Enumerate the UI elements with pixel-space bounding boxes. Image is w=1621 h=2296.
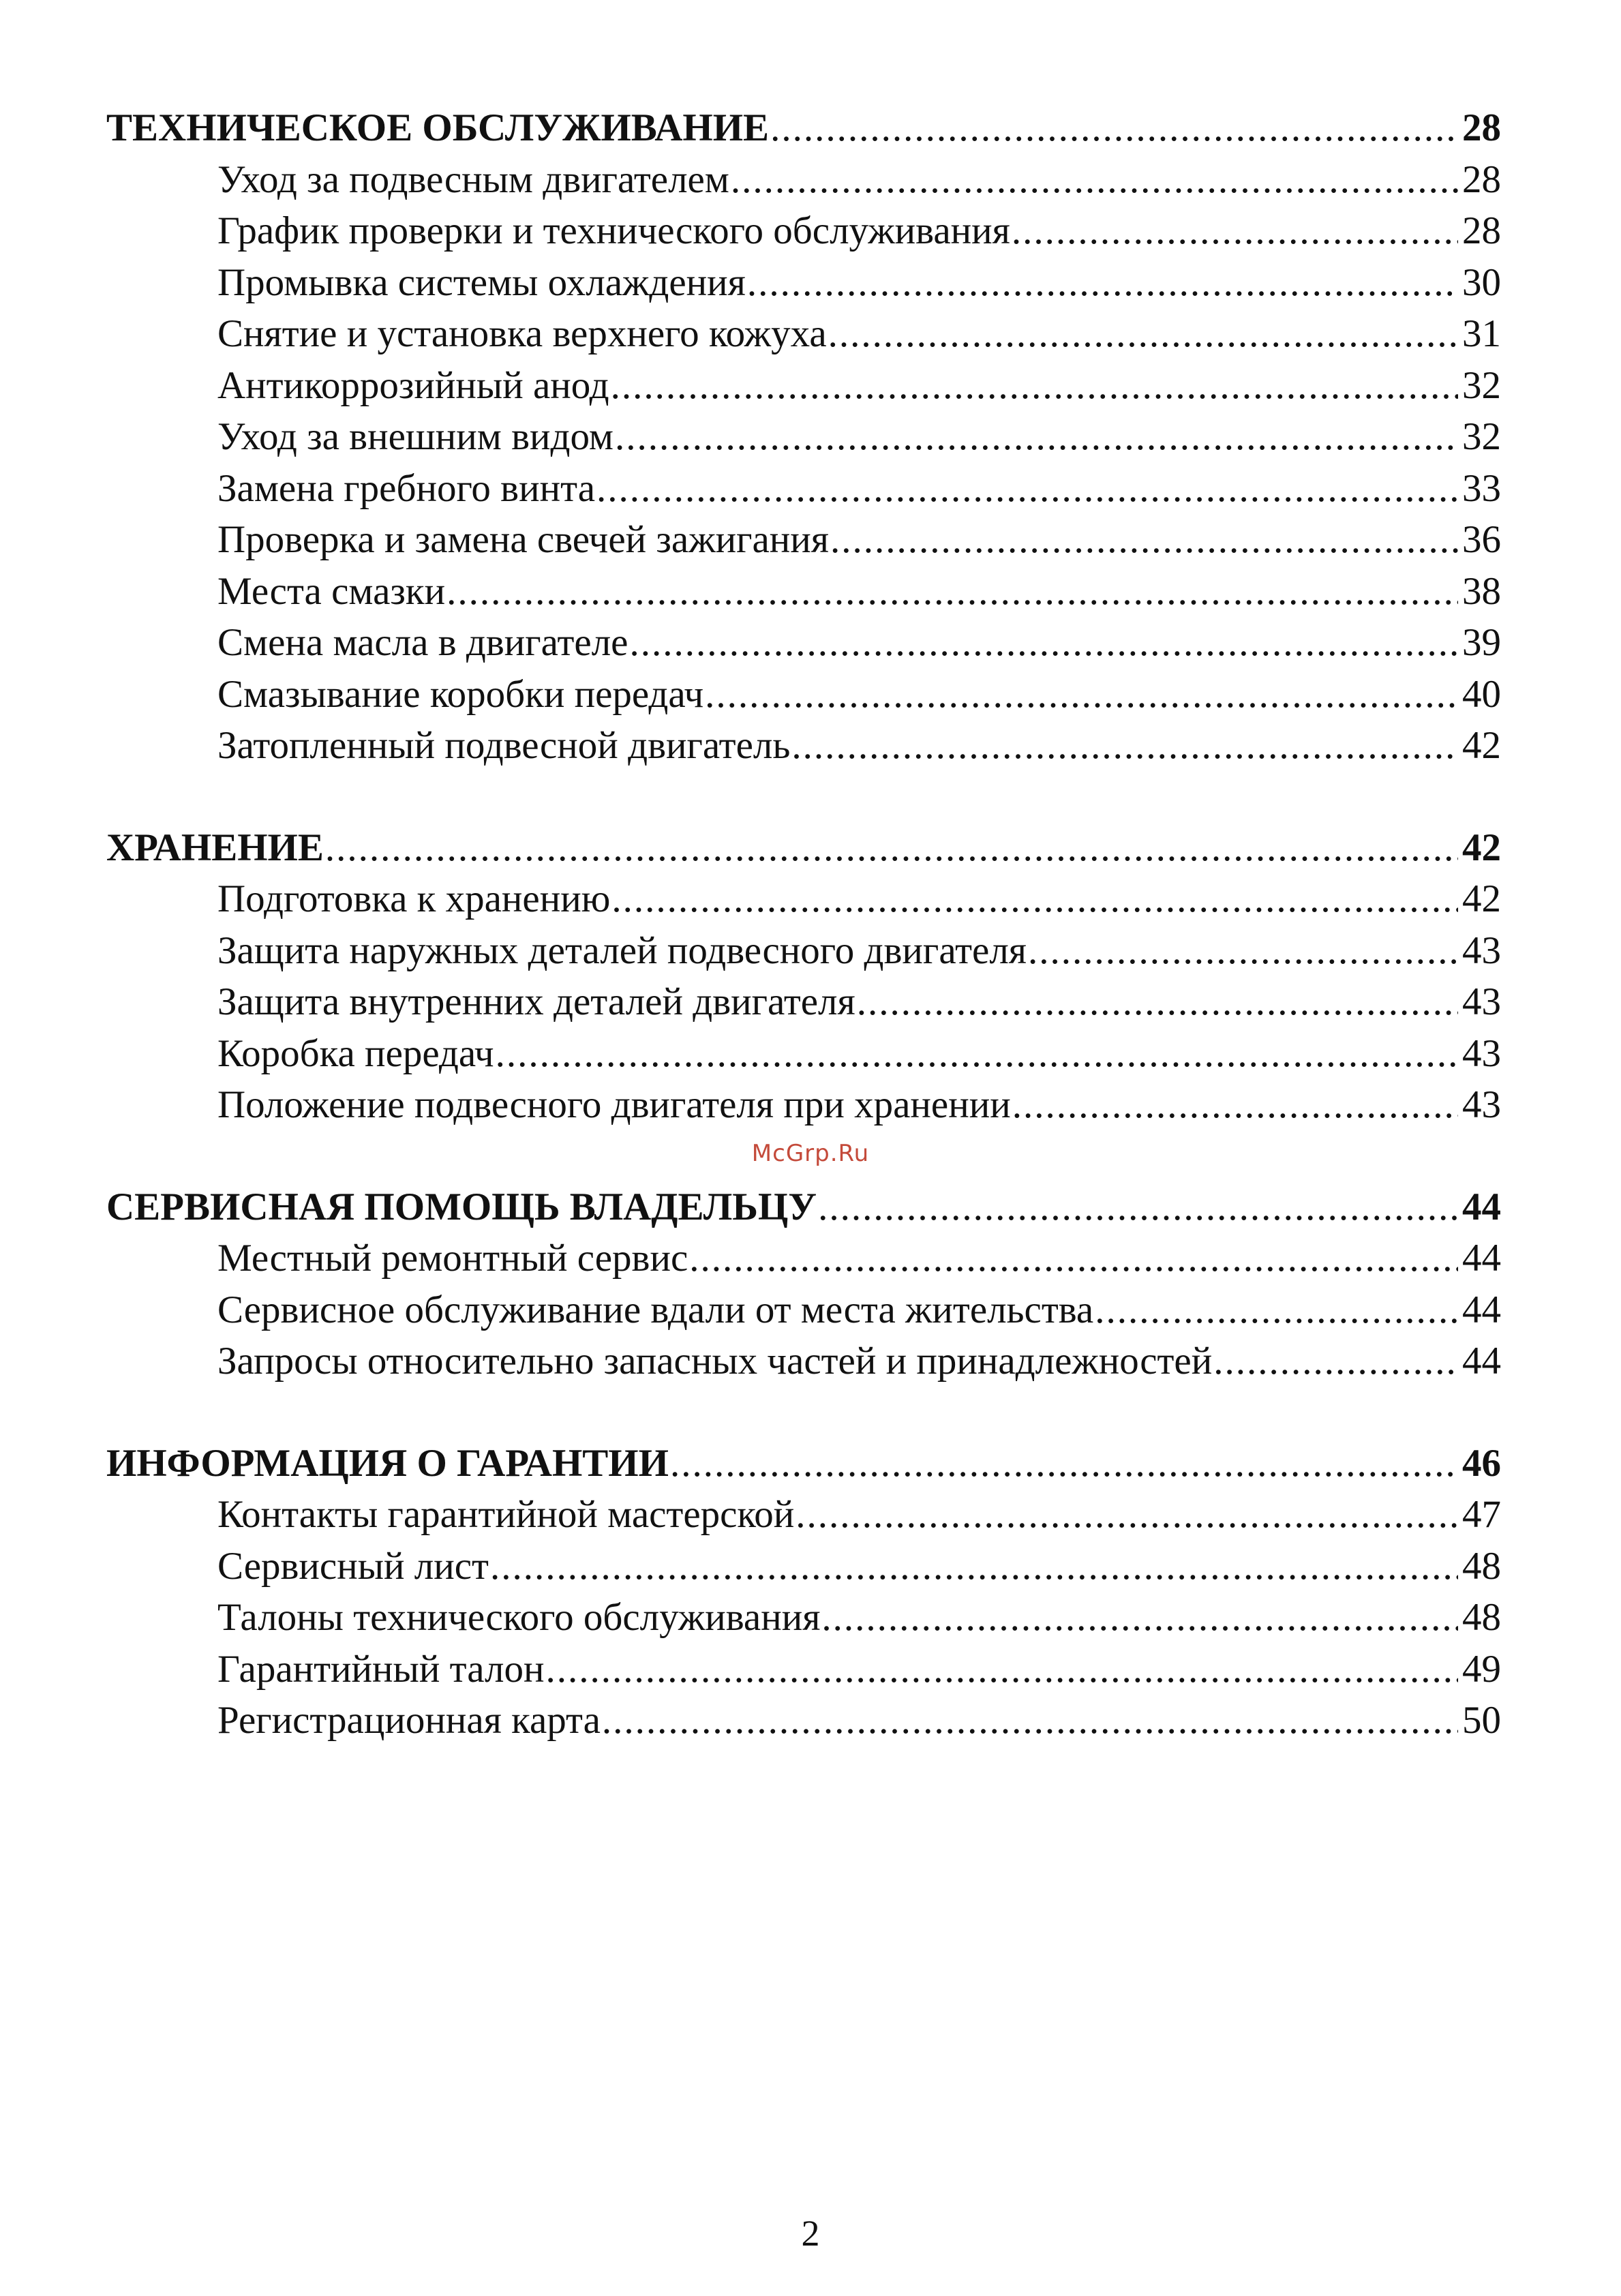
toc-entry-label: Талоны технического обслуживания [217,1596,821,1639]
toc-entry-label: Смена масла в двигателе [217,621,628,664]
toc-entry[interactable] [106,720,1501,772]
toc-heading[interactable] [106,1438,1501,1490]
toc-entry-label: Гарантийный талон [217,1647,545,1691]
dot-leader [545,1644,1458,1695]
toc-entry[interactable] [106,1028,1501,1080]
toc-entry-page: 49 [1462,1647,1501,1691]
toc-entry-label: Коробка передач [217,1031,494,1075]
toc-entry-page: 44 [1462,1340,1501,1383]
toc-entry-page: 42 [1462,724,1501,767]
dot-leader [1012,205,1458,257]
toc-entry[interactable] [106,1233,1501,1284]
toc-entry[interactable] [106,1079,1501,1131]
toc-entry-page: 44 [1462,1237,1501,1280]
toc-entry-page: 28 [1462,157,1501,201]
toc-entry-label: Защита внутренних деталей двигателя [217,980,855,1023]
toc-heading-label: ХРАНЕНИЕ [106,826,324,869]
toc-entry[interactable] [106,1592,1501,1644]
toc-entry-label: Защита наружных деталей подвесного двигателя [217,928,1027,972]
dot-leader [689,1233,1458,1284]
toc-entry-label: Смазывание коробки передач [217,672,704,716]
toc-entry-page: 43 [1462,1031,1501,1075]
dot-leader [496,1028,1458,1080]
table-of-contents [106,102,1501,1747]
toc-entry[interactable] [106,566,1501,618]
toc-entry-label: Сервисный лист [217,1544,489,1588]
toc-entry[interactable] [106,154,1501,206]
toc-entry-page: 33 [1462,466,1501,510]
dot-leader [791,720,1458,772]
page-number: 2 [801,2213,820,2254]
toc-entry-label: Запросы относительно запасных частей и принадлежностей [217,1340,1213,1383]
dot-leader [1028,925,1458,977]
toc-section-maintenance [106,102,1501,772]
toc-entry[interactable] [106,1284,1501,1336]
toc-entry-label: Местный ремонтный сервис [217,1237,688,1280]
toc-entry-label: Сервисное обслуживание вдали от места жительства [217,1288,1094,1331]
toc-entry[interactable] [106,360,1501,412]
dot-leader [1213,1335,1458,1387]
toc-entry-page: 32 [1462,363,1501,407]
toc-entry[interactable] [106,976,1501,1028]
toc-entry-page: 36 [1462,518,1501,561]
toc-heading[interactable] [106,822,1501,874]
dot-leader [602,1695,1458,1747]
toc-entry-label: График проверки и технического обслуживания [217,209,1010,252]
toc-heading-page: 44 [1462,1185,1501,1228]
toc-entry[interactable] [106,617,1501,669]
toc-entry-page: 32 [1462,415,1501,458]
dot-leader [830,514,1458,566]
toc-entry[interactable] [106,669,1501,721]
toc-entry[interactable] [106,1335,1501,1387]
dot-leader [611,873,1458,925]
toc-entry-label: Затопленный подвесной двигатель [217,724,791,767]
toc-entry-page: 31 [1462,312,1501,355]
watermark: McGrp.Ru [751,1140,870,1167]
dot-leader [1095,1284,1458,1336]
toc-heading-page: 46 [1462,1441,1501,1485]
toc-section-storage [106,822,1501,1131]
toc-entry-page: 30 [1462,260,1501,304]
dot-leader [770,102,1458,154]
toc-entry-page: 39 [1462,621,1501,664]
toc-heading-label: ИНФОРМАЦИЯ О ГАРАНТИИ [106,1441,669,1485]
toc-entry-page: 42 [1462,877,1501,920]
toc-entry-label: Снятие и установка верхнего кожуха [217,312,827,355]
toc-entry-label: Положение подвесного двигателя при хранении [217,1083,1011,1126]
toc-entry-page: 47 [1462,1493,1501,1536]
dot-leader [818,1181,1458,1233]
toc-entry-page: 48 [1462,1544,1501,1588]
toc-heading-page: 42 [1462,826,1501,869]
toc-entry-page: 48 [1462,1596,1501,1639]
dot-leader [747,257,1458,309]
toc-section-warranty [106,1438,1501,1747]
toc-heading-label: ТЕХНИЧЕСКОЕ ОБСЛУЖИВАНИЕ [106,106,770,149]
dot-leader [796,1489,1458,1541]
dot-leader [705,669,1458,721]
toc-entry-label: Контакты гарантийной мастерской [217,1493,795,1536]
toc-entry-label: Уход за внешним видом [217,415,613,458]
toc-entry-page: 44 [1462,1288,1501,1331]
toc-heading-page: 28 [1462,106,1501,149]
dot-leader [325,822,1458,874]
toc-entry-page: 38 [1462,569,1501,613]
dot-leader [670,1438,1458,1490]
toc-entry-page: 43 [1462,928,1501,972]
toc-entry[interactable] [106,925,1501,977]
toc-entry-label: Регистрационная карта [217,1699,601,1742]
toc-entry-label: Проверка и замена свечей зажигания [217,518,829,561]
toc-entry-label: Антикоррозийный анод [217,363,609,407]
dot-leader [446,566,1458,618]
dot-leader [857,976,1458,1028]
toc-entry[interactable] [106,514,1501,566]
toc-entry[interactable] [106,1644,1501,1695]
toc-entry-label: Замена гребного винта [217,466,595,510]
toc-heading-label: СЕРВИСНАЯ ПОМОЩЬ ВЛАДЕЛЬЦУ [106,1185,817,1228]
toc-entry-label: Подготовка к хранению [217,877,611,920]
dot-leader [731,154,1458,206]
toc-entry[interactable] [106,205,1501,257]
toc-entry-label: Уход за подвесным двигателем [217,157,729,201]
toc-entry-page: 28 [1462,209,1501,252]
toc-entry[interactable] [106,257,1501,309]
dot-leader [828,308,1458,360]
toc-heading[interactable] [106,102,1501,154]
toc-entry[interactable] [106,463,1501,515]
toc-entry[interactable] [106,1489,1501,1541]
dot-leader [1012,1079,1458,1131]
toc-entry-page: 40 [1462,672,1501,716]
dot-leader [611,360,1458,412]
toc-entry-page: 43 [1462,1083,1501,1126]
toc-entry-page: 50 [1462,1699,1501,1742]
dot-leader [615,411,1458,463]
toc-entry[interactable] [106,873,1501,925]
dot-leader [629,617,1458,669]
toc-entry[interactable] [106,308,1501,360]
toc-entry[interactable] [106,411,1501,463]
toc-entry[interactable] [106,1541,1501,1592]
toc-entry-page: 43 [1462,980,1501,1023]
toc-section-owner-service [106,1181,1501,1387]
toc-entry-label: Места смазки [217,569,446,613]
dot-leader [490,1541,1458,1592]
dot-leader [596,463,1458,515]
toc-entry[interactable] [106,1695,1501,1747]
dot-leader [821,1592,1458,1644]
toc-entry-label: Промывка системы охлаждения [217,260,746,304]
toc-heading[interactable] [106,1181,1501,1233]
